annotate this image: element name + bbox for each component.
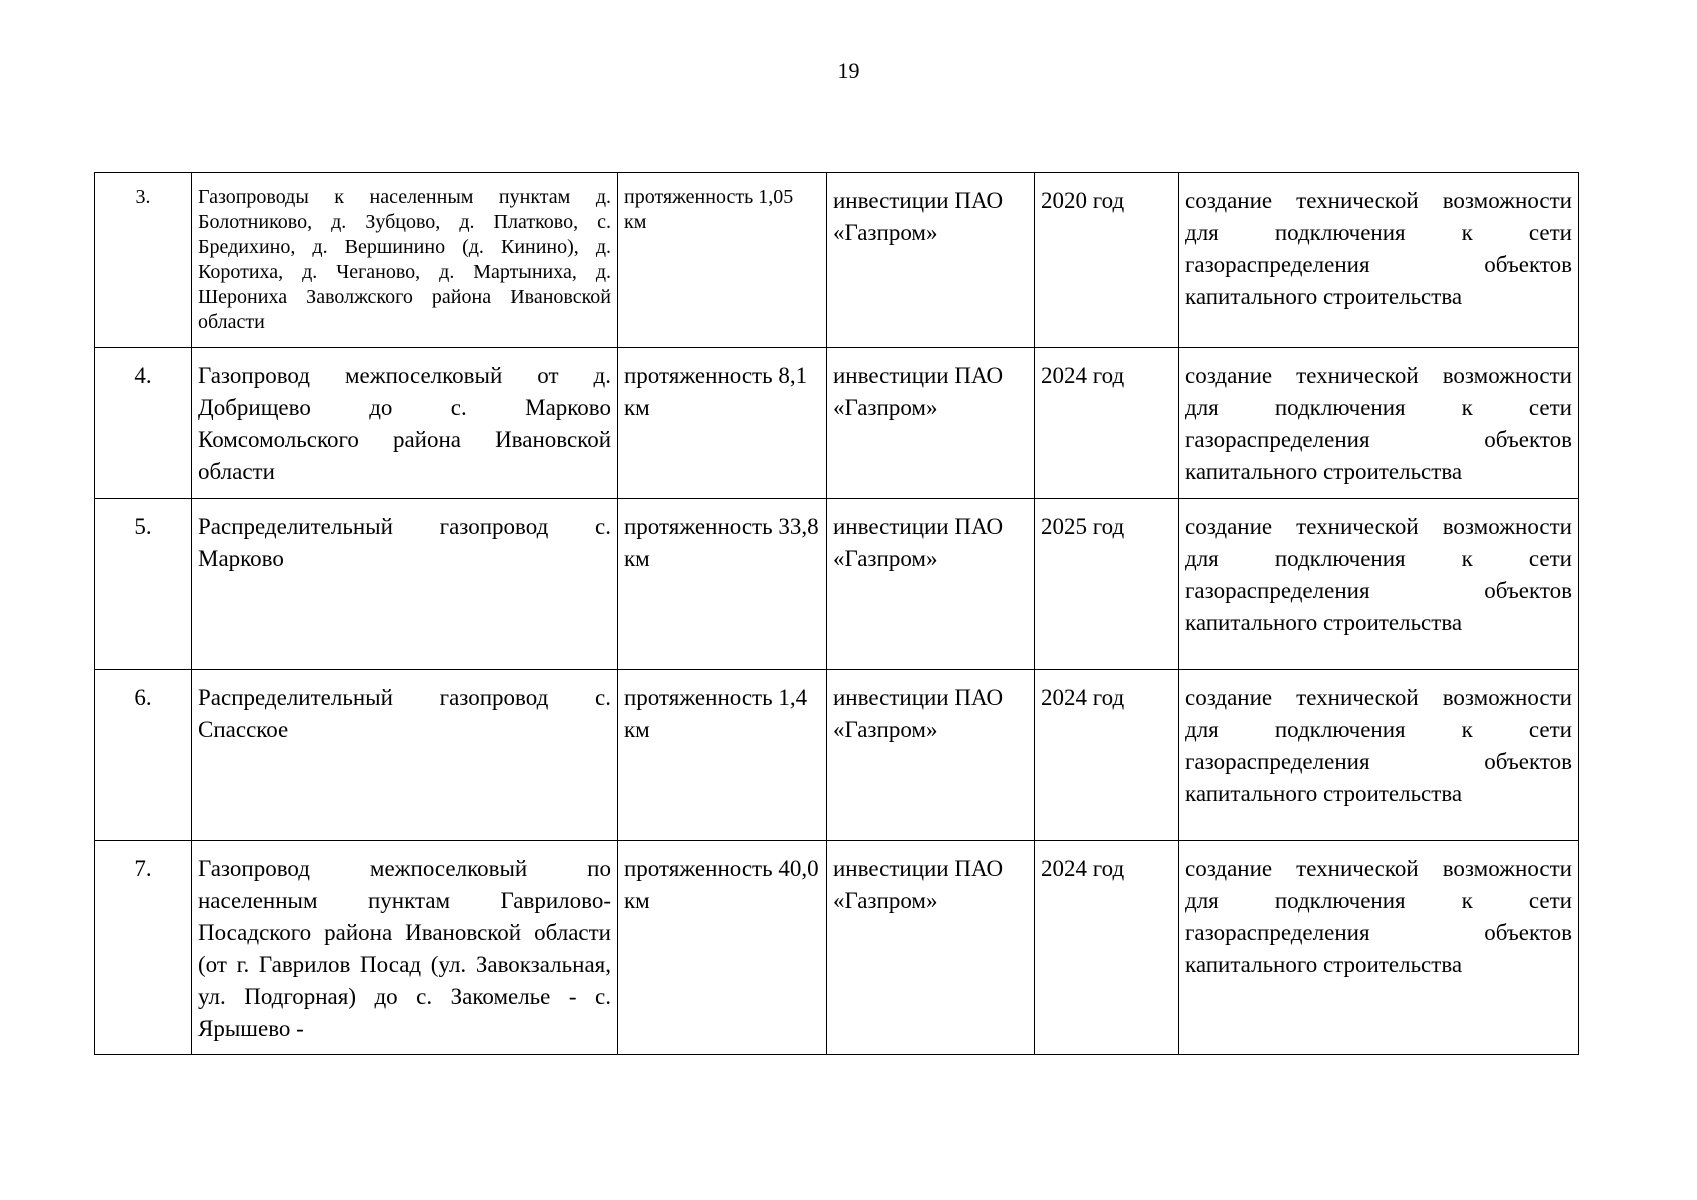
completion-year: 2025 год (1035, 499, 1179, 670)
row-number: 5. (95, 499, 192, 670)
object-length: протяженность 1,05 км (618, 173, 827, 348)
table-row (95, 670, 1579, 841)
row-number: 4. (95, 348, 192, 499)
table-row (95, 499, 1579, 670)
object-name: Газопроводы к населенным пунктам д. Болотниково, д. Зубцово, д. Платково, с. Бредихино, д. Вершинино (д. Кинино), д. Коротиха, д. Чеганово, д. Мартыниха, д. Шерониха Заволжского района Ивановской области (192, 173, 618, 348)
object-purpose: создание технической возможности для подключения к сети газораспределения объектов капитального строительства (1179, 670, 1579, 841)
table-row (95, 348, 1579, 499)
funding-source: инвестиции ПАО «Газпром» (827, 841, 1035, 1055)
completion-year: 2024 год (1035, 348, 1179, 499)
object-length: протяженность 33,8 км (618, 499, 827, 670)
object-purpose: создание технической возможности для подключения к сети газораспределения объектов капитального строительства (1179, 841, 1579, 1055)
object-purpose: создание технической возможности для подключения к сети газораспределения объектов капитального строительства (1179, 173, 1579, 348)
object-name: Распределительный газопровод с. Спасское (192, 670, 618, 841)
object-name: Распределительный газопровод с. Марково (192, 499, 618, 670)
table-row (95, 841, 1579, 1055)
funding-source: инвестиции ПАО «Газпром» (827, 670, 1035, 841)
funding-source: инвестиции ПАО «Газпром» (827, 499, 1035, 670)
row-number: 7. (95, 841, 192, 1055)
completion-year: 2024 год (1035, 841, 1179, 1055)
completion-year: 2020 год (1035, 173, 1179, 348)
object-name: Газопровод межпоселковый от д. Добрищево до с. Марково Комсомольского района Ивановской области (192, 348, 618, 499)
object-name: Газопровод межпоселковый по населенным пунктам Гаврилово-Посадского района Ивановской области (от г. Гаврилов Посад (ул. Завокзальная, ул. Подгорная) до с. Закомелье - с. Ярышево - (192, 841, 618, 1055)
completion-year: 2024 год (1035, 670, 1179, 841)
table-row (95, 173, 1579, 348)
row-number: 6. (95, 670, 192, 841)
object-length: протяженность 1,4 км (618, 670, 827, 841)
row-number: 3. (95, 173, 192, 348)
object-length: протяженность 40,0 км (618, 841, 827, 1055)
gas-pipeline-table (94, 172, 1579, 1055)
funding-source: инвестиции ПАО «Газпром» (827, 173, 1035, 348)
funding-source: инвестиции ПАО «Газпром» (827, 348, 1035, 499)
object-purpose: создание технической возможности для подключения к сети газораспределения объектов капитального строительства (1179, 348, 1579, 499)
object-purpose: создание технической возможности для подключения к сети газораспределения объектов капитального строительства (1179, 499, 1579, 670)
object-length: протяженность 8,1 км (618, 348, 827, 499)
page-number: 19 (837, 58, 860, 83)
